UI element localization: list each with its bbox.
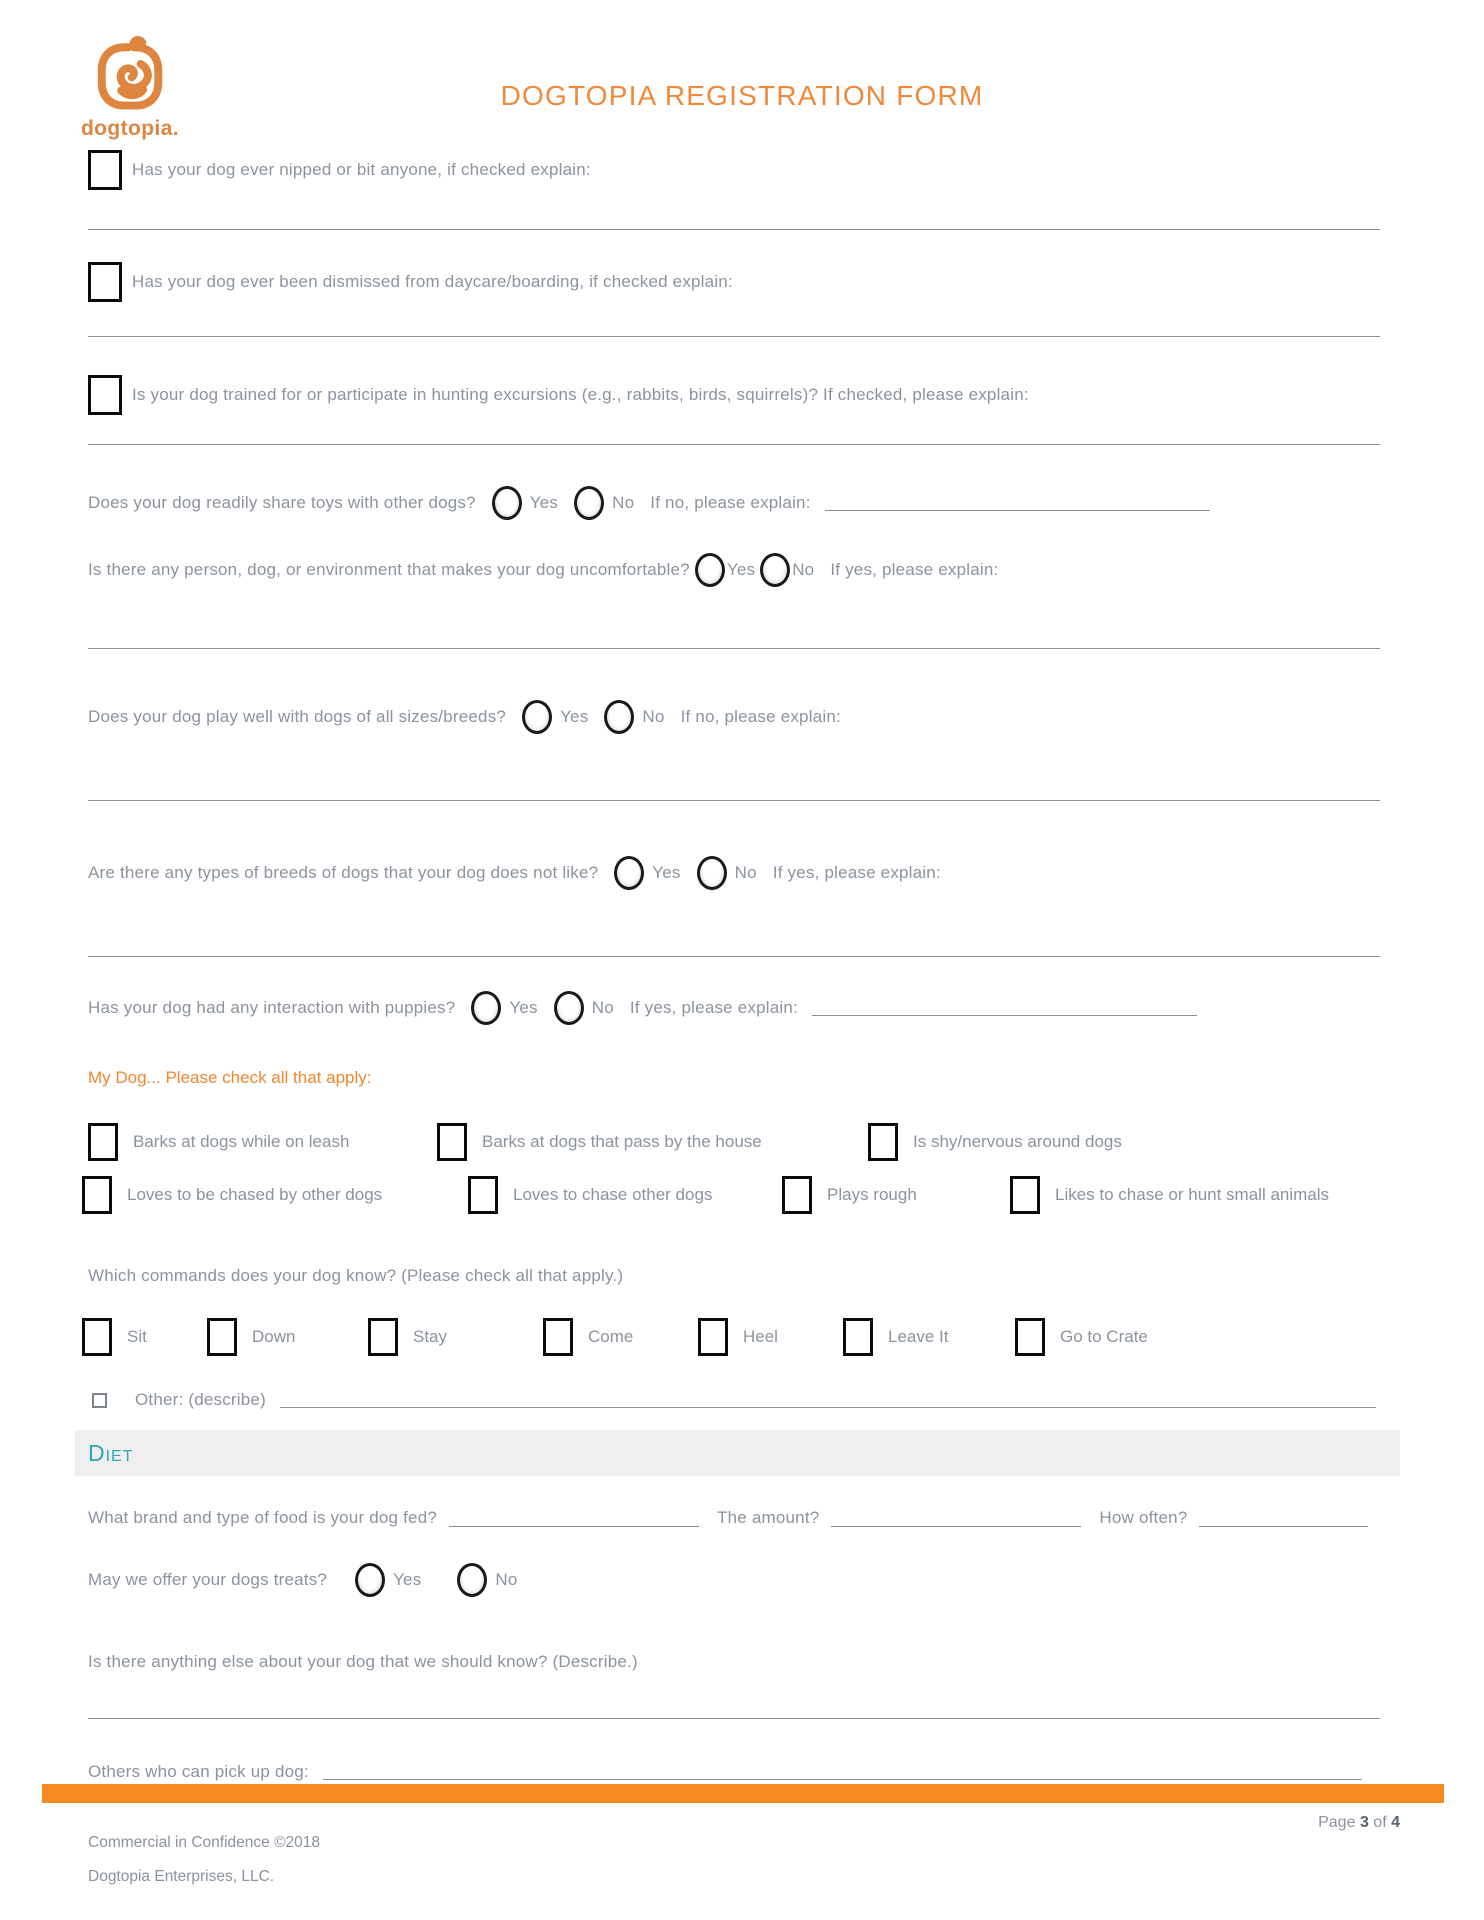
answer-line[interactable] bbox=[88, 444, 1380, 445]
diet-section-header bbox=[75, 1430, 1400, 1476]
barks-on-leash-checkbox[interactable] bbox=[88, 1123, 118, 1161]
yes-label: Yes bbox=[726, 560, 756, 579]
option-label: Down bbox=[252, 1327, 296, 1346]
no-label: No bbox=[495, 1570, 518, 1589]
my-dog-row-1 bbox=[88, 1123, 1438, 1167]
answer-line[interactable] bbox=[88, 956, 1380, 957]
commands-row bbox=[88, 1318, 1438, 1362]
treats-question-row bbox=[88, 1563, 1380, 1597]
heel-checkbox[interactable] bbox=[698, 1318, 728, 1356]
answer-line[interactable] bbox=[88, 800, 1380, 801]
breeds-dislike-yes-radio[interactable] bbox=[614, 856, 644, 890]
diet-heading: Diet bbox=[88, 1439, 134, 1466]
command-stay-item bbox=[368, 1318, 447, 1356]
my-dog-row-2 bbox=[88, 1176, 1438, 1220]
option-label: Likes to chase or hunt small animals bbox=[1055, 1185, 1330, 1204]
loves-chase-checkbox[interactable] bbox=[468, 1176, 498, 1214]
command-come-item bbox=[543, 1318, 633, 1356]
yes-label: Yes bbox=[393, 1570, 422, 1589]
question-label: Are there any types of breeds of dogs that your dog does not like? bbox=[88, 863, 599, 882]
uncomfortable-no-radio[interactable] bbox=[760, 553, 790, 587]
come-checkbox[interactable] bbox=[543, 1318, 573, 1356]
down-checkbox[interactable] bbox=[207, 1318, 237, 1356]
option-label: Loves to be chased by other dogs bbox=[127, 1185, 383, 1204]
option-label: Loves to chase other dogs bbox=[513, 1185, 713, 1204]
loves-chase-item bbox=[468, 1176, 712, 1214]
no-label: No bbox=[792, 560, 815, 579]
option-label: Is shy/nervous around dogs bbox=[913, 1132, 1122, 1151]
command-leave-it-item bbox=[843, 1318, 949, 1356]
food-question-row bbox=[88, 1508, 1380, 1528]
share-toys-no-radio[interactable] bbox=[574, 486, 604, 520]
yes-label: Yes bbox=[509, 998, 538, 1017]
yes-label: Yes bbox=[652, 863, 681, 882]
anything-else-row bbox=[88, 1652, 1380, 1672]
page-total: 4 bbox=[1391, 1814, 1400, 1831]
explain-line[interactable] bbox=[812, 1015, 1197, 1016]
answer-line[interactable] bbox=[88, 336, 1380, 337]
command-go-to-crate-item bbox=[1015, 1318, 1148, 1356]
of-word: of bbox=[1373, 1814, 1387, 1831]
page-current: 3 bbox=[1359, 1814, 1369, 1831]
option-label: Sit bbox=[127, 1327, 147, 1346]
other-describe-line[interactable] bbox=[280, 1407, 1376, 1408]
commands-question bbox=[88, 1266, 1380, 1286]
question-breeds-dislike bbox=[88, 856, 1380, 890]
no-label: No bbox=[591, 998, 614, 1017]
question-label: Has your dog ever nipped or bit anyone, if checked explain: bbox=[132, 160, 591, 179]
option-label: Plays rough bbox=[827, 1185, 917, 1204]
loves-chased-item bbox=[82, 1176, 382, 1214]
question-label: Which commands does your dog know? (Please check all that apply.) bbox=[88, 1266, 624, 1285]
answer-line[interactable] bbox=[88, 229, 1380, 230]
question-share-toys bbox=[88, 486, 1380, 520]
question-label: Has your dog ever been dismissed from daycare/boarding, if checked explain: bbox=[132, 272, 733, 291]
yes-label: Yes bbox=[529, 493, 559, 512]
yes-label: Yes bbox=[560, 707, 589, 726]
shy-nervous-item bbox=[868, 1123, 1122, 1161]
treats-question-label: May we offer your dogs treats? bbox=[88, 1570, 328, 1589]
treats-no-radio[interactable] bbox=[457, 1563, 487, 1597]
food-blank[interactable] bbox=[449, 1526, 699, 1527]
explain-label: If no, please explain: bbox=[680, 707, 841, 726]
option-label: Leave It bbox=[888, 1327, 949, 1346]
puppies-no-radio[interactable] bbox=[554, 991, 584, 1025]
question-puppies bbox=[88, 991, 1380, 1025]
footer-accent-bar bbox=[42, 1784, 1444, 1803]
chase-hunt-small-animals-checkbox[interactable] bbox=[1010, 1176, 1040, 1214]
my-dog-heading: My Dog... Please check all that apply: bbox=[88, 1068, 372, 1087]
dismissed-checkbox[interactable] bbox=[88, 262, 122, 302]
dogtopia-wordmark: dogtopia. bbox=[80, 117, 180, 140]
explain-label: If no, please explain: bbox=[650, 493, 811, 512]
go-to-crate-checkbox[interactable] bbox=[1015, 1318, 1045, 1356]
option-label: Come bbox=[588, 1327, 634, 1346]
chase-hunt-small-animals-item bbox=[1010, 1176, 1329, 1214]
explain-line[interactable] bbox=[825, 510, 1210, 511]
nipped-bit-checkbox[interactable] bbox=[88, 150, 122, 190]
shy-nervous-checkbox[interactable] bbox=[868, 1123, 898, 1161]
other-checkbox[interactable] bbox=[92, 1393, 107, 1408]
plays-rough-checkbox[interactable] bbox=[782, 1176, 812, 1214]
barks-pass-house-checkbox[interactable] bbox=[437, 1123, 467, 1161]
answer-line[interactable] bbox=[88, 1718, 1380, 1719]
often-label: How often? bbox=[1099, 1508, 1188, 1527]
question-uncomfortable bbox=[88, 553, 1380, 587]
explain-label: If yes, please explain: bbox=[772, 863, 941, 882]
footer-company: Dogtopia Enterprises, LLC. bbox=[88, 1868, 275, 1885]
share-toys-yes-radio[interactable] bbox=[492, 486, 522, 520]
command-heel-item bbox=[698, 1318, 778, 1356]
all-sizes-no-radio[interactable] bbox=[604, 700, 634, 734]
question-dismissed bbox=[88, 262, 1380, 302]
breeds-dislike-no-radio[interactable] bbox=[697, 856, 727, 890]
plays-rough-item bbox=[782, 1176, 917, 1214]
no-label: No bbox=[612, 493, 635, 512]
amount-label: The amount? bbox=[717, 1508, 820, 1527]
question-label: Is your dog trained for or participate in hunting excursions (e.g., rabbits, birds, squirrels)? If checked, please explain: bbox=[132, 385, 1029, 404]
answer-line[interactable] bbox=[88, 648, 1380, 649]
food-question-label: What brand and type of food is your dog fed? bbox=[88, 1508, 438, 1527]
pickup-label: Others who can pick up dog: bbox=[88, 1762, 309, 1781]
hunting-checkbox[interactable] bbox=[88, 375, 122, 415]
question-hunting bbox=[88, 375, 1380, 415]
page-title: DOGTOPIA REGISTRATION FORM bbox=[500, 80, 984, 111]
command-sit-item bbox=[82, 1318, 147, 1356]
barks-on-leash-item bbox=[88, 1123, 349, 1161]
loves-chased-checkbox[interactable] bbox=[82, 1176, 112, 1214]
commands-other-row bbox=[88, 1390, 1380, 1410]
sit-checkbox[interactable] bbox=[82, 1318, 112, 1356]
question-label: Has your dog had any interaction with puppies? bbox=[88, 998, 456, 1017]
option-label: Heel bbox=[743, 1327, 778, 1346]
pickup-line[interactable] bbox=[323, 1779, 1362, 1780]
uncomfortable-yes-radio[interactable] bbox=[695, 553, 725, 587]
question-label: Does your dog readily share toys with other dogs? bbox=[88, 493, 476, 512]
question-all-sizes bbox=[88, 700, 1380, 734]
no-label: No bbox=[642, 707, 665, 726]
page-word: Page bbox=[1318, 1814, 1356, 1831]
question-label: Is there any person, dog, or environment that makes your dog uncomfortable? bbox=[88, 560, 690, 579]
no-label: No bbox=[734, 863, 757, 882]
command-down-item bbox=[207, 1318, 295, 1356]
amount-blank[interactable] bbox=[831, 1526, 1081, 1527]
question-label: Does your dog play well with dogs of all sizes/breeds? bbox=[88, 707, 507, 726]
anything-else-label: Is there anything else about your dog that we should know? (Describe.) bbox=[88, 1652, 638, 1671]
option-label: Stay bbox=[413, 1327, 448, 1346]
stay-checkbox[interactable] bbox=[368, 1318, 398, 1356]
all-sizes-yes-radio[interactable] bbox=[522, 700, 552, 734]
barks-pass-house-item bbox=[437, 1123, 762, 1161]
option-label: Barks at dogs that pass by the house bbox=[482, 1132, 762, 1151]
option-label: Barks at dogs while on leash bbox=[133, 1132, 350, 1151]
question-nipped-bit bbox=[88, 150, 1380, 190]
footer-confidence: Commercial in Confidence ©2018 bbox=[88, 1834, 320, 1851]
puppies-yes-radio[interactable] bbox=[471, 991, 501, 1025]
treats-yes-radio[interactable] bbox=[355, 1563, 385, 1597]
explain-label: If yes, please explain: bbox=[830, 560, 999, 579]
leave-it-checkbox[interactable] bbox=[843, 1318, 873, 1356]
page-number bbox=[88, 1814, 1400, 1832]
option-label: Go to Crate bbox=[1060, 1327, 1148, 1346]
explain-label: If yes, please explain: bbox=[629, 998, 798, 1017]
other-label: Other: (describe) bbox=[135, 1390, 266, 1409]
often-blank[interactable] bbox=[1199, 1526, 1368, 1527]
pickup-row bbox=[88, 1762, 1380, 1782]
